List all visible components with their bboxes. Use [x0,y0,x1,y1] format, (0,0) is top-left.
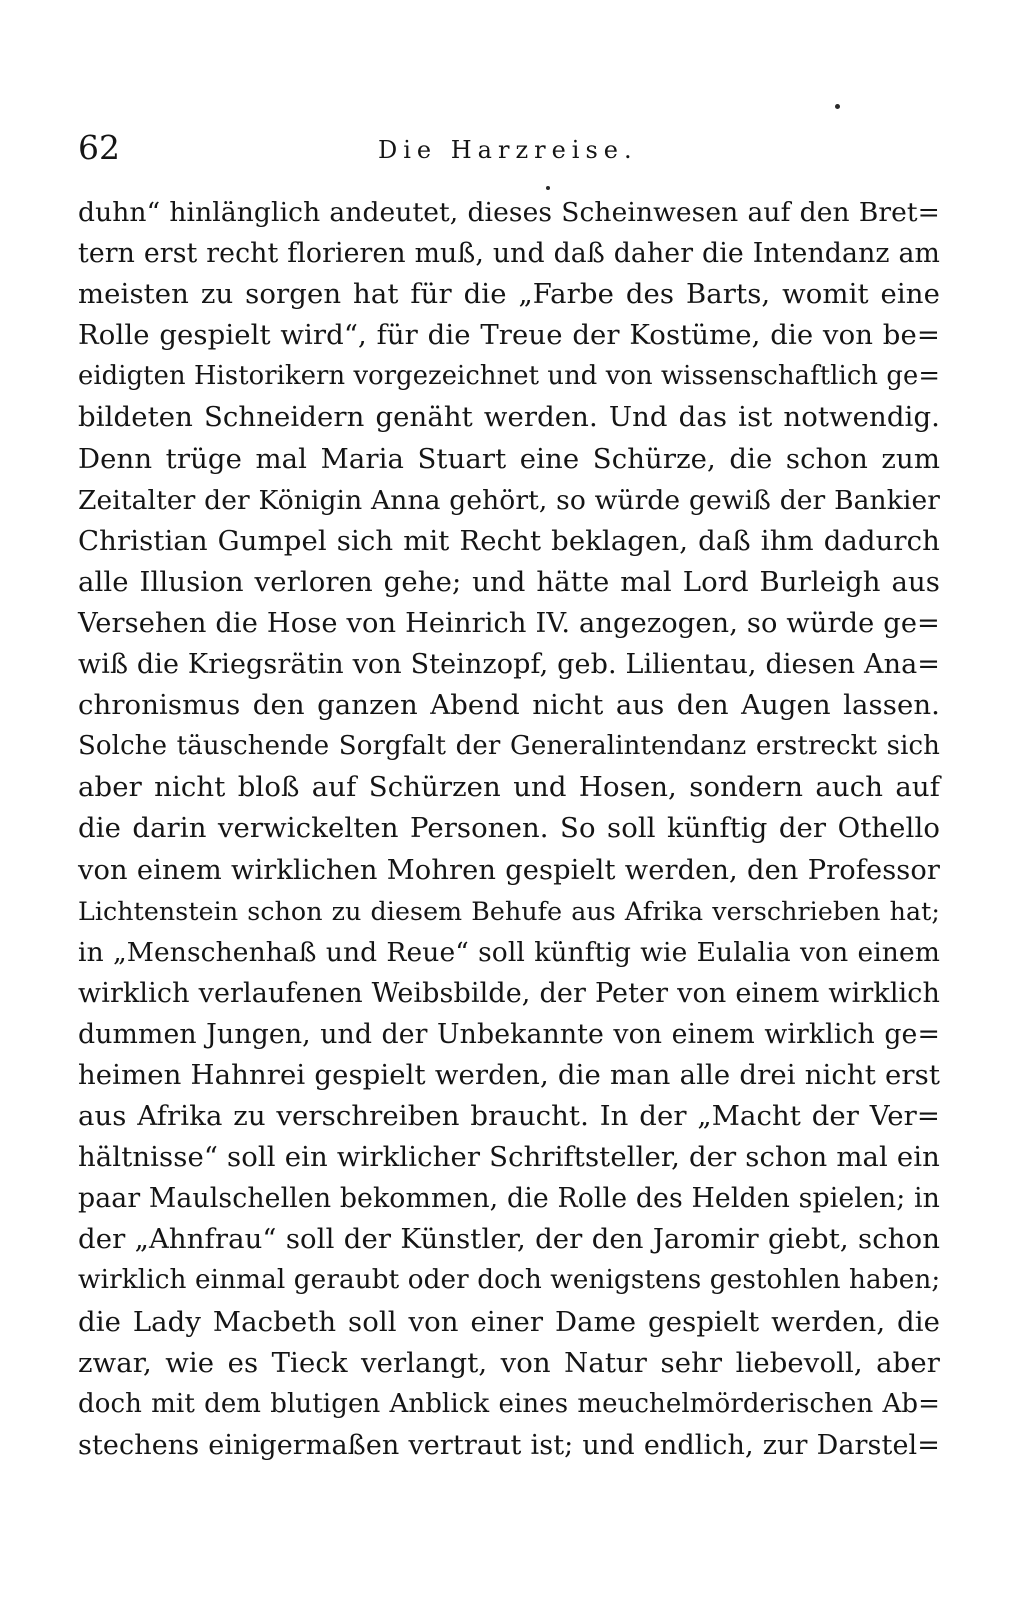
text-line: stechens einigermaßen vertraut ist; und endlich, zur Darstel= [78,1429,940,1461]
text-line: heimen Hahnrei gespielt werden, die man alle drei nicht erst [78,1058,940,1091]
text-line: doch mit dem blutigen Anblick eines meuchelmörderischen Ab= [78,1388,940,1419]
text-line: wirklich einmal geraubt oder doch wenigstens gestohlen haben; [78,1265,941,1296]
text-line: die Lady Macbeth soll von einer Dame gespielt werden, die [78,1305,940,1338]
text-line: paar Maulschellen bekommen, die Rolle des Helden spielen; in [78,1183,940,1215]
text-line: aber nicht bloß auf Schürzen und Hosen, sondern auch auf [78,771,940,804]
text-line: die darin verwickelten Personen. So soll künftig der Othello [78,812,940,845]
text-line: wirklich verlaufenen Weibsbilde, der Peter von einem wirklich [78,977,940,1009]
text-line: meisten zu sorgen hat für die „Farbe des Barts, womit eine [78,278,940,311]
text-line: aus Afrika zu verschreiben braucht. In der „Macht der Ver= [78,1100,940,1133]
text-line: Lichtenstein schon zu diesem Behufe aus Afrika verschrieben hat; [78,896,940,926]
scan-speck [546,186,550,190]
page-number: 62 [78,128,120,167]
text-line: von einem wirklichen Mohren gespielt werden, den Professor [78,854,940,886]
text-line: Christian Gumpel sich mit Recht beklagen, daß ihm dadurch [78,524,940,557]
body-text [78,192,940,1466]
text-line: chronismus den ganzen Abend nicht aus den Augen lassen. [78,689,940,722]
text-line: Solche täuschende Sorgfalt der Generalintendanz erstreckt sich [78,731,940,762]
text-line: hältnisse“ soll ein wirklicher Schriftsteller, der schon mal ein [78,1141,940,1174]
scan-speck [835,104,840,109]
text-line: Rolle gespielt wird“, für die Treue der Kostüme, die von be= [78,319,940,352]
text-line: eidigten Historikern vorgezeichnet und von wissenschaftlich ge= [78,361,940,392]
text-line: der „Ahnfrau“ soll der Künstler, der den Jaromir giebt, schon [78,1223,940,1256]
text-line: in „Menschenhaß und Reue“ soll künftig wie Eulalia von einem [78,936,940,968]
running-title: Die Harzreise. [378,136,638,164]
text-line: wiß die Kriegsrätin von Steinzopf, geb. Lilientau, diesen Ana= [78,649,940,681]
text-line: Zeitalter der Königin Anna gehört, so würde gewiß der Bankier [78,484,940,516]
text-line: Versehen die Hose von Heinrich IV. angezogen, so würde ge= [78,607,940,639]
text-line: bildeten Schneidern genäht werden. Und das ist notwendig. [78,401,940,434]
text-line: alle Illusion verloren gehe; und hätte mal Lord Burleigh aus [78,565,940,598]
text-line: dummen Jungen, und der Unbekannte von einem wirklich ge= [78,1018,940,1050]
text-line: zwar, wie es Tieck verlangt, von Natur sehr liebevoll, aber [78,1346,940,1379]
text-line: duhn“ hinlänglich andeutet, dieses Scheinwesen auf den Bret= [78,197,940,228]
text-line: tern erst recht florieren muß, und daß daher die Intendanz am [78,238,940,270]
text-line: Denn trüge mal Maria Stuart eine Schürze, die schon zum [78,442,940,475]
page-header [78,128,938,178]
